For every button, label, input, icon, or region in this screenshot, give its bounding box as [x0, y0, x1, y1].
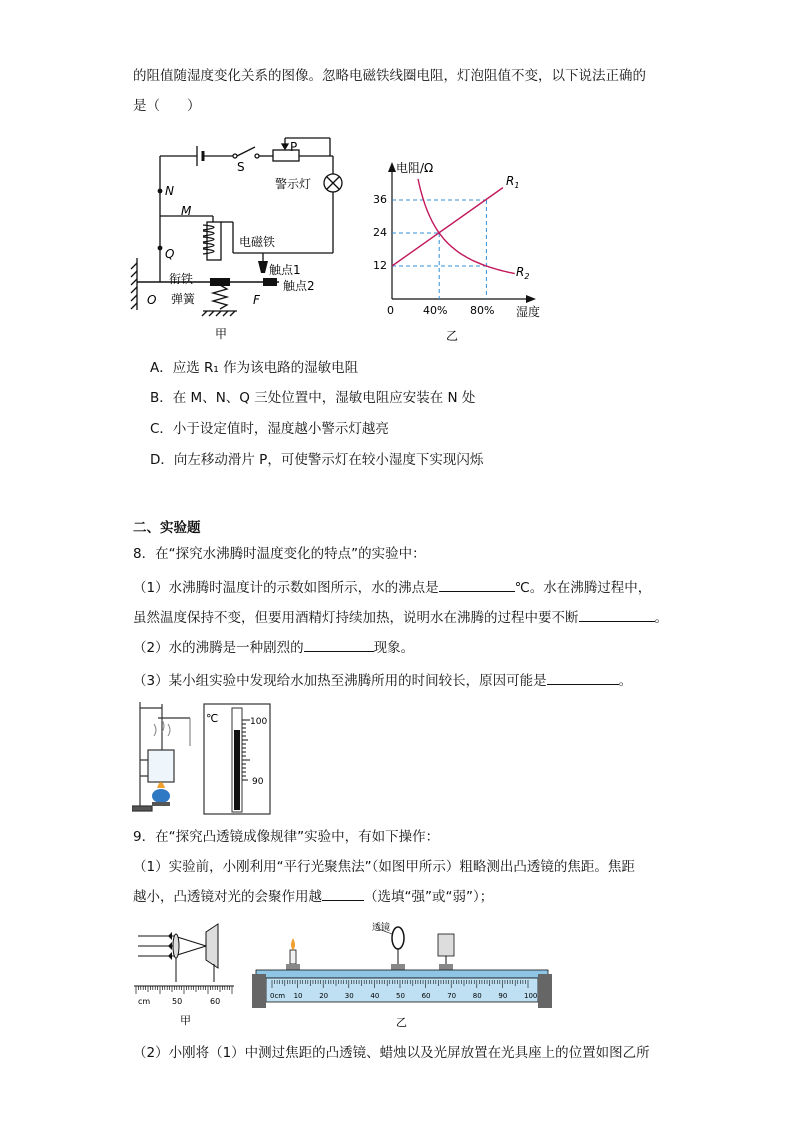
q9-p1c: （选填“强”或“弱”）；	[364, 889, 494, 905]
q9-p1b: 越小，凸透镜对光的会聚作用越	[133, 889, 322, 905]
option-d: D．向左移动滑片 P，可使警示灯在较小湿度下实现闪烁	[150, 452, 484, 468]
boiling-apparatus-figure	[132, 698, 274, 820]
circuit-caption: 甲	[215, 327, 228, 341]
xtick-40: 40%	[423, 304, 448, 317]
option-c: C．小于设定值时，湿度越小警示灯越亮	[150, 421, 389, 437]
q8-boiling-point-blank[interactable]	[439, 577, 515, 592]
section-title: 二、实验题	[133, 520, 201, 536]
ytick-12: 12	[373, 259, 387, 272]
option-b: B．在 M、N、Q 三处位置中，湿敏电阻应安装在 N 处	[150, 390, 476, 406]
q8-p2a: （2）水的沸腾是一种剧烈的	[133, 640, 304, 656]
fig-b-lens-label: 透镜	[372, 923, 391, 933]
q9-part1-line1: （1）实验前，小刚利用“平行光聚焦法”（如图甲所示）粗略测出凸透镜的焦距。焦距	[133, 859, 635, 875]
spring-label: 弹簧	[171, 292, 196, 306]
q9-part2: （2）小刚将（1）中测过焦距的凸透镜、蜡烛以及光屏放置在光具座上的位置如图乙所	[133, 1045, 650, 1061]
electromagnet-label: 电磁铁	[239, 235, 276, 249]
node-m-label: M	[181, 204, 192, 218]
q9-part1-line2	[133, 886, 493, 907]
thermo-100: 100	[250, 717, 268, 727]
curve-r1-label: $R_1$	[506, 174, 520, 190]
slider-label: P	[290, 140, 298, 154]
optical-bench-figure	[252, 918, 552, 1030]
circuit-diagram	[125, 130, 360, 345]
node-q-label: Q	[165, 247, 175, 261]
ruler-b-label: 60	[421, 992, 431, 1000]
ruler-b-label: 100	[524, 992, 538, 1000]
q8-part1-line2	[133, 607, 668, 628]
graph-ylabel: 电阻/Ω	[396, 161, 434, 175]
q8-phenomenon-blank[interactable]	[304, 637, 374, 652]
q8-part1-line1	[133, 577, 651, 598]
q8-heat-blank[interactable]	[579, 607, 655, 622]
point-f-label: F	[253, 293, 260, 307]
r2-series-curve	[418, 179, 515, 274]
graph-origin: 0	[387, 304, 394, 317]
q8-p1d: 。	[654, 610, 668, 626]
q8-p1a: （1）水沸腾时温度计的示数如图所示，水的沸点是	[133, 580, 439, 596]
switch-label: S	[237, 160, 245, 174]
curve-r2-label: $R_2$	[516, 265, 530, 281]
fig-a-50: 50	[172, 997, 183, 1006]
pivot-o-label: O	[147, 293, 157, 307]
q8-p2b: 现象。	[373, 640, 415, 656]
q8-part2	[133, 637, 414, 658]
ruler-b-label: 20	[319, 992, 329, 1000]
graph-xlabel: 湿度	[516, 305, 541, 319]
focus-method-figure	[134, 920, 236, 1030]
ruler-b-label: 50	[396, 992, 405, 1000]
ruler-b-label: 90	[498, 992, 508, 1000]
lamp-label: 警示灯	[275, 177, 312, 191]
resistance-humidity-graph	[372, 150, 552, 345]
q8-p1b: ℃。水在沸腾过程中，	[514, 580, 652, 596]
q8-part3	[133, 670, 632, 691]
fig-a-cm: cm	[138, 997, 151, 1006]
fig-a-caption: 甲	[180, 1014, 191, 1027]
thermo-90: 90	[252, 777, 264, 787]
ruler-b-label: 70	[447, 992, 457, 1000]
q9-strength-blank[interactable]	[322, 886, 364, 901]
q9-stem: 9．在“探究凸透镜成像规律”实验中，有如下操作：	[133, 829, 440, 845]
q8-p3a: （3）某小组实验中发现给水加热至沸腾所用的时间较长，原因可能是	[133, 673, 547, 689]
ytick-24: 24	[373, 226, 387, 239]
ytick-36: 36	[373, 193, 387, 206]
armature-label: 衔铁	[169, 272, 194, 286]
fig-b-caption: 乙	[396, 1016, 407, 1029]
contact-1-label: 触点1	[269, 263, 301, 277]
ruler-b-label: 30	[344, 992, 354, 1000]
ruler-b-label: 10	[293, 992, 303, 1000]
xtick-80: 80%	[470, 304, 495, 317]
ruler-b-label: 0cm	[270, 992, 286, 1000]
graph-caption: 乙	[446, 329, 459, 343]
r1-series-line	[392, 188, 503, 266]
q8-p1c: 虽然温度保持不变，但要用酒精灯持续加热，说明水在沸腾的过程中要不断	[133, 610, 579, 626]
q8-stem: 8．在“探究水沸腾时温度变化的特点”的实验中：	[133, 546, 426, 562]
ruler-b-label: 40	[370, 992, 380, 1000]
ruler-b-label: 80	[472, 992, 482, 1000]
intro-line-1: 的阻值随湿度变化关系的图像。忽略电磁铁线圈电阻，灯泡阻值不变，以下说法正确的	[133, 68, 646, 84]
node-n-label: N	[165, 184, 174, 198]
fig-a-60: 60	[210, 997, 221, 1006]
thermo-unit: ℃	[206, 712, 219, 725]
q8-p3b: 。	[618, 673, 633, 689]
contact-2-label: 触点2	[283, 279, 315, 293]
intro-line-2: 是（ ）	[133, 98, 201, 114]
option-a: A．应选 R₁ 作为该电路的湿敏电阻	[150, 360, 359, 376]
q8-reason-blank[interactable]	[547, 670, 619, 685]
